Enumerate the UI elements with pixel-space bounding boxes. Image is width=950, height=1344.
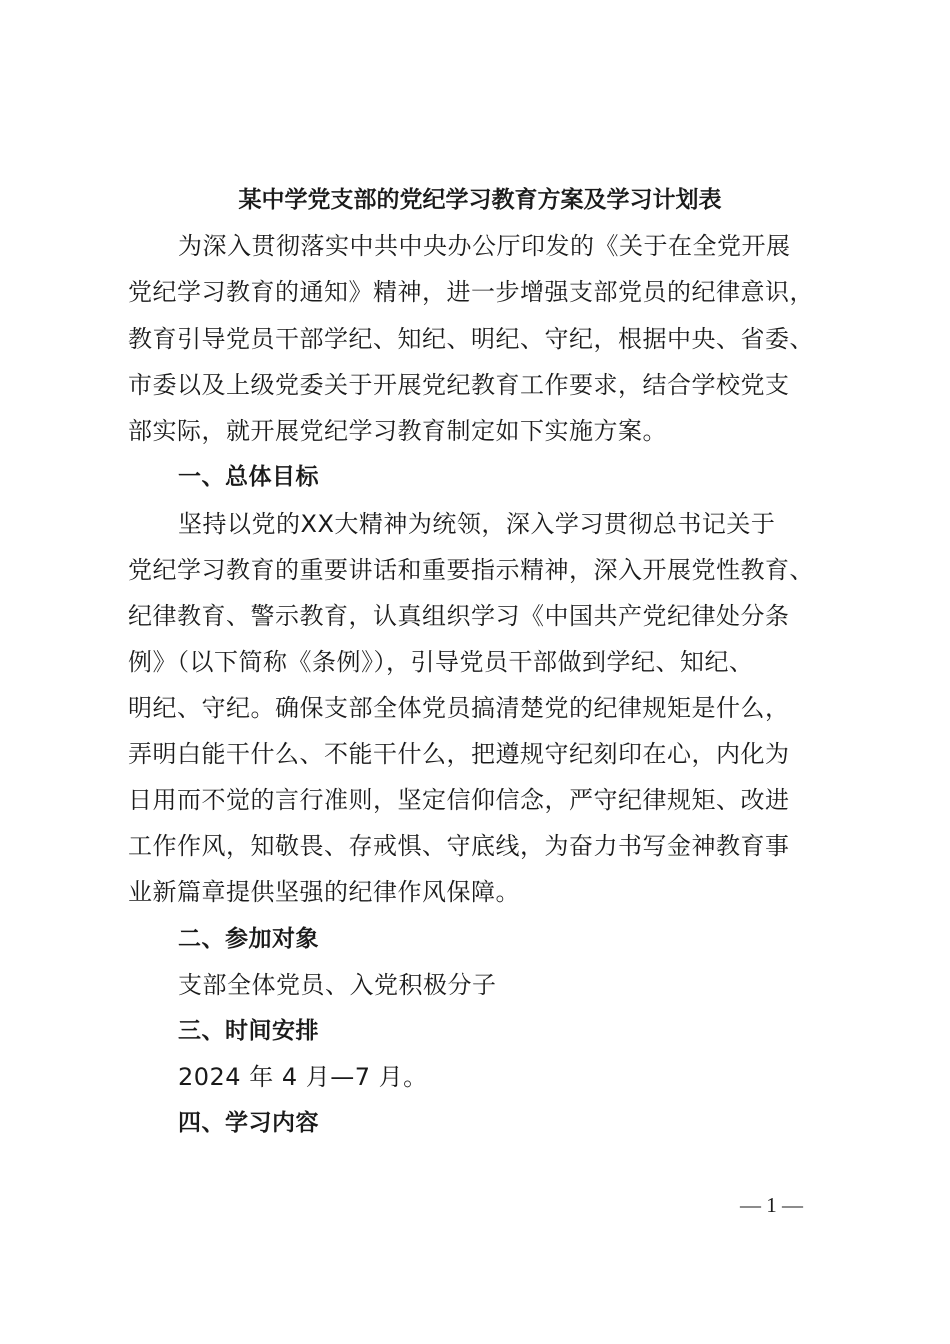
section-heading-study-content: 四、学习内容 xyxy=(178,1110,319,1136)
participants-text: 支部全体党员、入党积极分子 xyxy=(178,971,497,999)
intro-line: 市委以及上级党委关于开展党纪教育工作要求，结合学校党支 xyxy=(128,371,790,399)
schedule-text: 2024 年 4 月—7 月。 xyxy=(178,1063,428,1091)
intro-line: 为深入贯彻落实中共中央办公厅印发的《关于在全党开展 xyxy=(178,232,791,260)
paragraph-line: 日用而不觉的言行准则，坚定信仰信念，严守纪律规矩、改进 xyxy=(128,786,790,814)
section-heading-overall-goal: 一、总体目标 xyxy=(178,464,319,490)
paragraph-line: 纪律教育、警示教育，认真组织学习《中国共产党纪律处分条 xyxy=(128,602,790,630)
paragraph-line: 党纪学习教育的重要讲话和重要指示精神，深入开展党性教育、 xyxy=(128,556,814,584)
intro-line: 部实际，就开展党纪学习教育制定如下实施方案。 xyxy=(128,417,667,445)
section-heading-participants: 二、参加对象 xyxy=(178,926,319,952)
page-number: — 1 — xyxy=(740,1193,803,1217)
paragraph-line: 工作作风，知敬畏、存戒惧、守底线，为奋力书写金神教育事 xyxy=(128,832,790,860)
section-heading-schedule: 三、时间安排 xyxy=(178,1018,319,1044)
intro-line: 教育引导党员干部学纪、知纪、明纪、守纪，根据中央、省委、 xyxy=(128,325,814,353)
intro-line: 党纪学习教育的通知》精神，进一步增强支部党员的纪律意识， xyxy=(128,278,814,306)
document-title: 某中学党支部的党纪学习教育方案及学习计划表 xyxy=(238,186,722,213)
paragraph-line: 坚持以党的XX大精神为统领，深入学习贯彻总书记关于 xyxy=(178,510,776,538)
paragraph-line: 弄明白能干什么、不能干什么，把遵规守纪刻印在心，内化为 xyxy=(128,740,790,768)
paragraph-line: 例》（以下简称《条例》），引导党员干部做到学纪、知纪、 xyxy=(128,648,754,676)
paragraph-line: 明纪、守纪。确保支部全体党员搞清楚党的纪律规矩是什么， xyxy=(128,694,790,722)
paragraph-line: 业新篇章提供坚强的纪律作风保障。 xyxy=(128,878,520,906)
